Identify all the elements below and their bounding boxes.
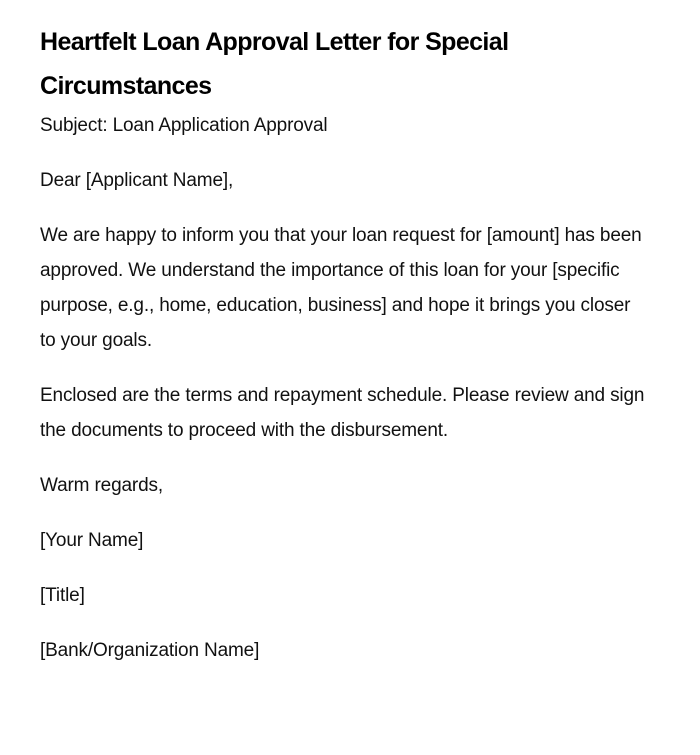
letter-salutation: Dear [Applicant Name],: [40, 170, 234, 191]
signature-organization: [Bank/Organization Name]: [40, 640, 260, 661]
signature-name: [Your Name]: [40, 530, 144, 551]
signature-title: [Title]: [40, 585, 85, 606]
letter-subject: Subject: Loan Application Approval: [40, 115, 328, 136]
letter-closing: Warm regards,: [40, 475, 163, 496]
letter-body-paragraph-1: We are happy to inform you that your loan request for [amount] has been approved. We understand the importance of this loan for your [specific purpose, e.g., home, education, business] and hope it brings you closer to your goals.: [40, 225, 642, 351]
letter-title: Heartfelt Loan Approval Letter for Special Circumstances: [40, 28, 509, 100]
letter-body-paragraph-2: Enclosed are the terms and repayment schedule. Please review and sign the documents to proceed with the disbursement.: [40, 385, 645, 441]
